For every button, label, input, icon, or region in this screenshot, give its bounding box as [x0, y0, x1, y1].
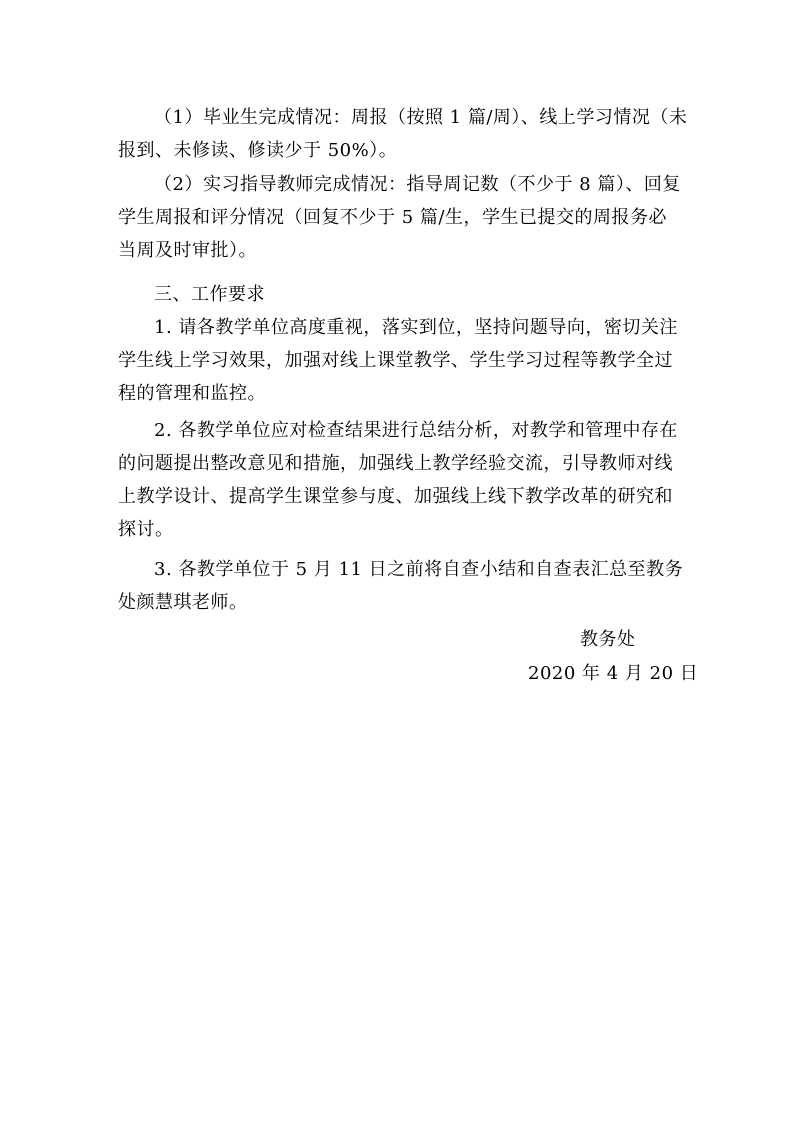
paragraph-line: 学生线上学习效果，加强对线上课堂教学、学生学习过程等教学全过	[118, 350, 673, 371]
paragraph-teacher-completion	[118, 168, 681, 267]
paragraph-requirement-2	[118, 414, 678, 546]
paragraph-line: （2）实习指导教师完成情况：指导周记数（不少于 8 篇）、回复	[154, 174, 681, 195]
paragraph-line: 2. 各教学单位应对检查结果进行总结分析，对教学和管理中存在	[154, 420, 678, 441]
paragraph-line: 报到、未修读、修读少于 50%）。	[118, 140, 398, 161]
paragraph-line: （1）毕业生完成情况：周报（按照 1 篇/周）、线上学习情况（未	[154, 107, 688, 128]
paragraph-line: 3. 各教学单位于 5 月 11 日之前将自查小结和自查表汇总至教务	[154, 559, 684, 580]
paragraph-line: 程的管理和监控。	[118, 383, 266, 404]
paragraph-line: 处颜慧琪老师。	[118, 592, 248, 613]
signature-date: 2020 年 4 月 20 日	[528, 663, 699, 684]
paragraph-line: 上教学设计、提高学生课堂参与度、加强线上线下教学改革的研究和	[118, 486, 673, 507]
paragraph-requirement-1	[118, 311, 678, 410]
section-heading-text: 三、工作要求	[154, 284, 265, 305]
section-heading-work-requirements	[118, 278, 674, 311]
paragraph-line: 探讨。	[118, 519, 174, 540]
paragraph-line: 1. 请各教学单位高度重视，落实到位，坚持问题导向，密切关注	[154, 317, 678, 338]
paragraph-graduate-completion	[118, 101, 688, 167]
paragraph-line: 学生周报和评分情况（回复不少于 5 篇/生，学生已提交的周报务必	[118, 207, 667, 228]
paragraph-requirement-3	[118, 553, 684, 619]
signature-office: 教务处	[580, 629, 636, 650]
paragraph-line: 当周及时审批）。	[118, 240, 257, 261]
paragraph-line: 的问题提出整改意见和措施，加强线上教学经验交流，引导教师对线	[118, 453, 673, 474]
